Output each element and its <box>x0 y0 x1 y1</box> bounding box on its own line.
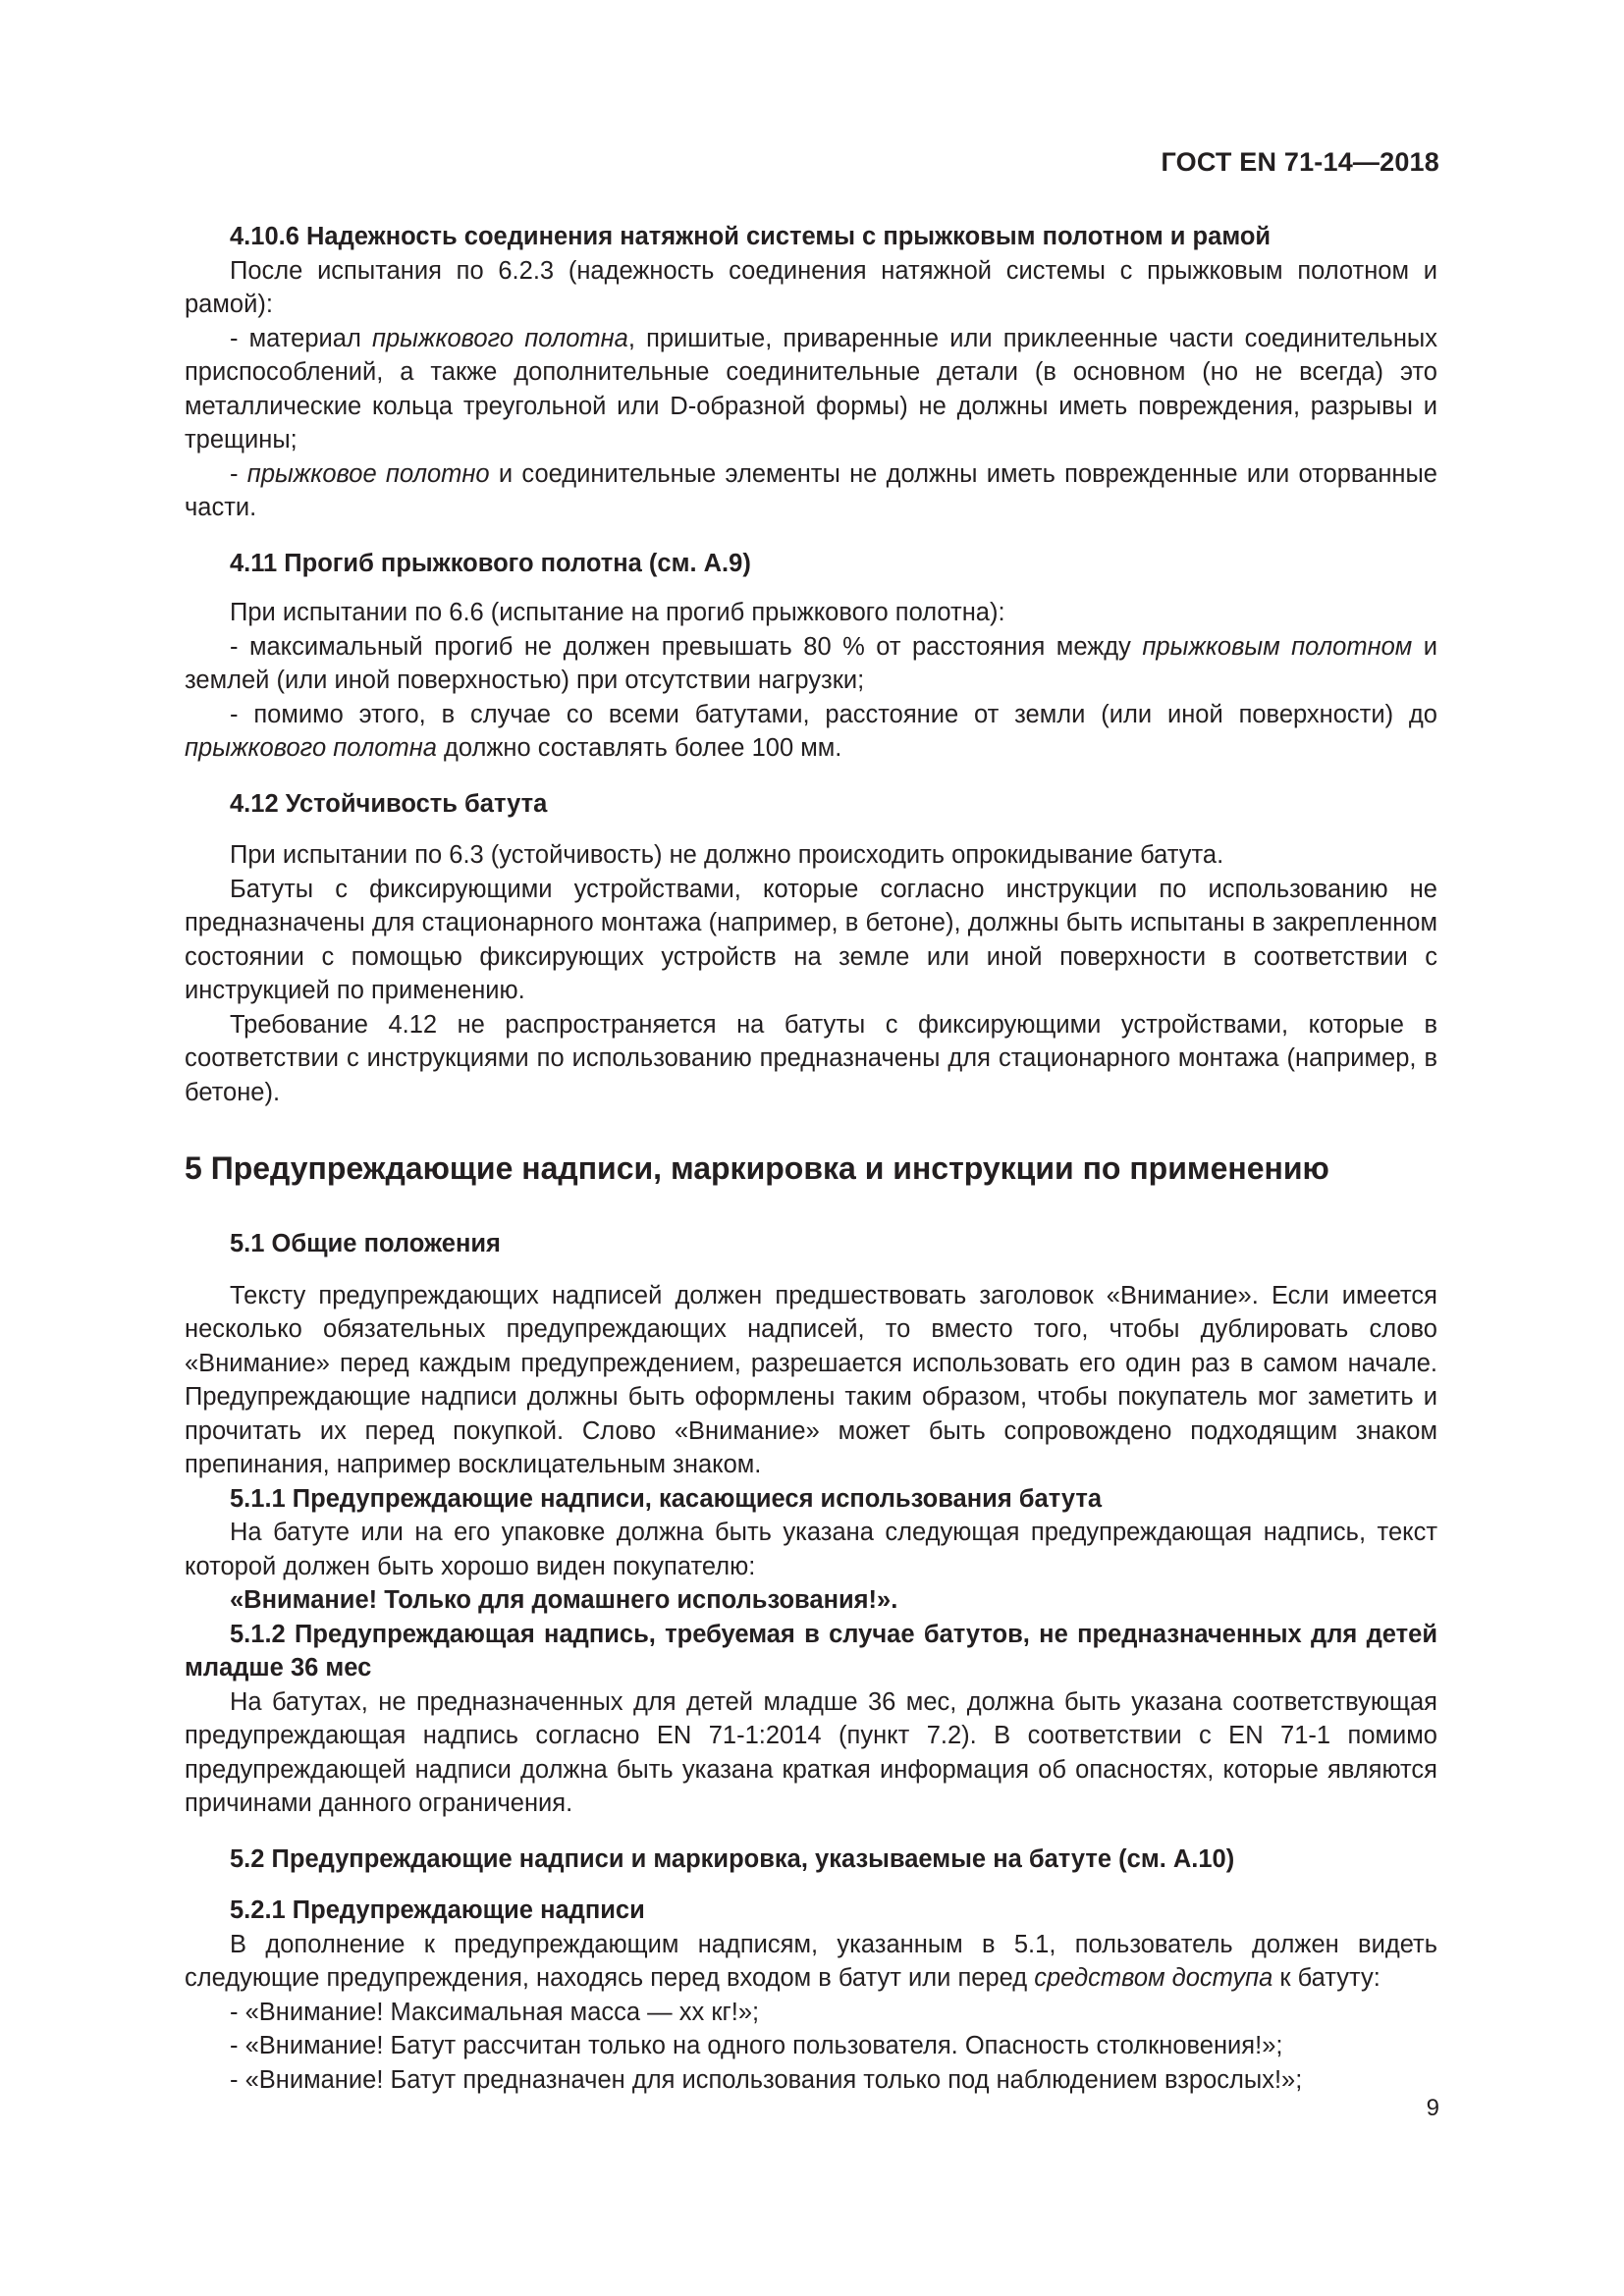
list-item: - «Внимание! Батут рассчитан только на одного пользователя. Опасность столкновения!»; <box>230 2032 1283 2059</box>
list-item: - «Внимание! Батут предназначен для использования только под наблюдением взрослых!»; <box>230 2065 1303 2094</box>
paragraph: Требование 4.12 не распространяется на батуты с фиксирующими устройствами, которые в соответствии с инструкциями по использованию предназначены для стационарного монтажа (например, в бетоне). <box>185 1010 1437 1106</box>
page-body <box>185 220 1437 2097</box>
section-heading-5-2: 5.2 Предупреждающие надписи и маркировка, указываемые на батуте (см. А.10) <box>230 1844 1235 1873</box>
term-italic: средством доступа <box>1034 1964 1273 1992</box>
warning-text: «Внимание! Только для домашнего использования!». <box>230 1586 898 1614</box>
section-heading-5-1-1: 5.1.1 Предупреждающие надписи, касающиеся использования батута <box>230 1484 1103 1513</box>
section-heading-5-2-1: 5.2.1 Предупреждающие надписи <box>230 1896 645 1924</box>
term-italic: прыжковым полотном <box>1142 632 1413 661</box>
list-item: - прыжковое полотно и соединительные элементы не должны иметь поврежденные или оторванные части. <box>185 459 1437 521</box>
paragraph: После испытания по 6.2.3 (надежность соединения натяжной системы с прыжковым полотном и рамой): <box>185 256 1437 318</box>
term-italic: прыжкового полотна <box>185 734 437 762</box>
list-item: - максимальный прогиб не должен превышать 80 % от расстояния между прыжковым полотном и землей (или иной поверхностью) при отсутствии нагрузки; <box>185 632 1437 694</box>
list-item: - материал прыжкового полотна, пришитые, приваренные или приклеенные части соединительных приспособлений, а также дополнительные соединительные детали (в основном (но не всегда) это металлические кольца треугольной или D-образной формы) не должны иметь повреждения, разрывы и трещины; <box>185 324 1437 454</box>
section-heading-4-11: 4.11 Прогиб прыжкового полотна (см. А.9) <box>230 549 751 577</box>
paragraph: Тексту предупреждающих надписей должен предшествовать заголовок «Внимание». Если имеется несколько обязательных предупреждающих надписей, то вместо того, чтобы дублировать слово «Внимание» перед каждым предупреждением, разрешается использовать его один раз в самом начале. Предупреждающие надписи должны быть оформлены таким образом, чтобы покупатель мог заметить и прочитать их перед покупкой. Слово «Внимание» может быть сопровождено подходящим знаком препинания, например восклицательным знаком. <box>185 1281 1437 1478</box>
section-heading-4-12: 4.12 Устойчивость батута <box>230 789 548 818</box>
section-heading-4-10-6: 4.10.6 Надежность соединения натяжной системы с прыжковым полотном и рамой <box>230 223 1272 250</box>
document-code: ГОСТ EN 71-14—2018 <box>1161 147 1439 177</box>
term-italic: прыжковое полотно <box>246 459 490 488</box>
paragraph: В дополнение к предупреждающим надписям, указанным в 5.1, пользователь должен видеть следующие предупреждения, находясь перед входом в батут или перед средством доступа к батуту: <box>185 1930 1437 1992</box>
paragraph: На батутах, не предназначенных для детей младше 36 мес, должна быть указана соответствующая предупреждающая надпись согласно EN 71-1:2014 (пункт 7.2). В соответствии с EN 71-1 помимо предупреждающей надписи должна быть указана краткая информация об опасностях, которые являются причинами данного ограничения. <box>185 1687 1437 1817</box>
list-item: - помимо этого, в случае со всеми батутами, расстояние от земли (или иной поверхности) до прыжкового полотна должно составлять более 100 мм. <box>185 700 1437 762</box>
paragraph: Батуты с фиксирующими устройствами, которые согласно инструкции по использованию не предназначены для стационарного монтажа (например, в бетоне), должны быть испытаны в закрепленном состоянии с помощью фиксирующих устройств на земле или иной поверхности в соответствии с инструкцией по применению. <box>185 875 1437 1004</box>
section-heading-5-1-2: 5.1.2 Предупреждающая надпись, требуемая в случае батутов, не предназначенных для детей младше 36 мес <box>185 1620 1437 1682</box>
page-number: 9 <box>1426 2095 1439 2121</box>
term-italic: прыжкового полотна <box>371 324 628 352</box>
paragraph: При испытании по 6.3 (устойчивость) не должно происходить опрокидывание батута. <box>230 841 1224 869</box>
paragraph: На батуте или на его упаковке должна быть указана следующая предупреждающая надпись, текст которой должен быть хорошо виден покупателю: <box>185 1519 1437 1580</box>
section-heading-5-1: 5.1 Общие положения <box>230 1230 501 1257</box>
chapter-heading-5: 5 Предупреждающие надписи, маркировка и инструкции по применению <box>185 1150 1329 1186</box>
paragraph: При испытании по 6.6 (испытание на прогиб прыжкового полотна): <box>230 599 1005 626</box>
list-item: - «Внимание! Максимальная масса — хх кг!»; <box>230 1998 760 2026</box>
